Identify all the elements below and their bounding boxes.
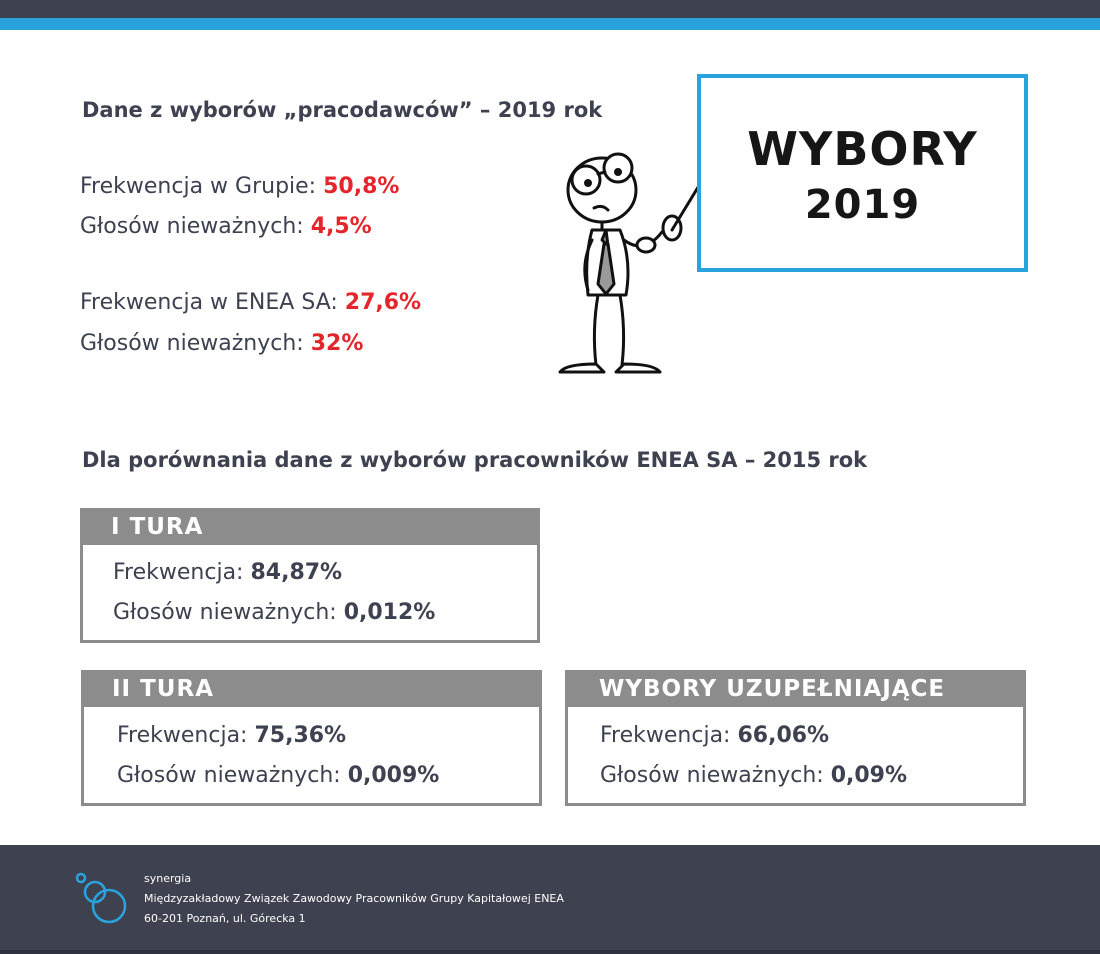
- box-body: [84, 707, 539, 803]
- stat-invalid-group: Głosów nieważnych: 4,5%: [80, 214, 372, 239]
- stat-turnout-group: Frekwencja w Grupie: 50,8%: [80, 174, 400, 199]
- board-year: 2019: [804, 182, 921, 228]
- stat-turnout-enea: Frekwencja w ENEA SA: 27,6%: [80, 290, 422, 315]
- top-accent-line: [0, 18, 1100, 30]
- box-title: II TURA: [112, 676, 214, 702]
- board-title: WYBORY: [747, 122, 978, 176]
- bottom-line: [0, 950, 1100, 954]
- result-box-round-2: [81, 670, 542, 806]
- section-title-2019: Dane z wyborów „pracodawców” – 2019 rok: [82, 98, 603, 122]
- footer-address: 60-201 Poznań, ul. Górecka 1: [144, 912, 306, 925]
- election-board: [697, 74, 1028, 272]
- box-turnout: Frekwencja: 75,36%: [117, 723, 347, 748]
- box-turnout: Frekwencja: 66,06%: [600, 723, 830, 748]
- footer: [0, 845, 1100, 950]
- footer-brand: synergia: [144, 872, 192, 885]
- result-box-round-1: [80, 508, 540, 643]
- box-invalid: Głosów nieważnych: 0,09%: [600, 763, 908, 788]
- stat-invalid-enea: Głosów nieważnych: 32%: [80, 331, 364, 356]
- result-box-supplementary: [565, 670, 1026, 806]
- box-title: WYBORY UZUPEŁNIAJĄCE: [599, 676, 946, 702]
- footer-organization: Międzyzakładowy Związek Zawodowy Pracowników Grupy Kapitałowej ENEA: [144, 892, 564, 905]
- box-turnout: Frekwencja: 84,87%: [113, 560, 343, 585]
- section-title-comparison: Dla porównania dane z wyborów pracowników ENEA SA – 2015 rok: [82, 448, 868, 472]
- box-invalid: Głosów nieważnych: 0,009%: [117, 763, 440, 788]
- box-invalid: Głosów nieważnych: 0,012%: [113, 600, 436, 625]
- box-body: [83, 545, 537, 640]
- box-title: I TURA: [111, 514, 204, 540]
- synergia-logo-icon: [73, 870, 133, 930]
- box-body: [568, 707, 1023, 803]
- top-bar: [0, 0, 1100, 18]
